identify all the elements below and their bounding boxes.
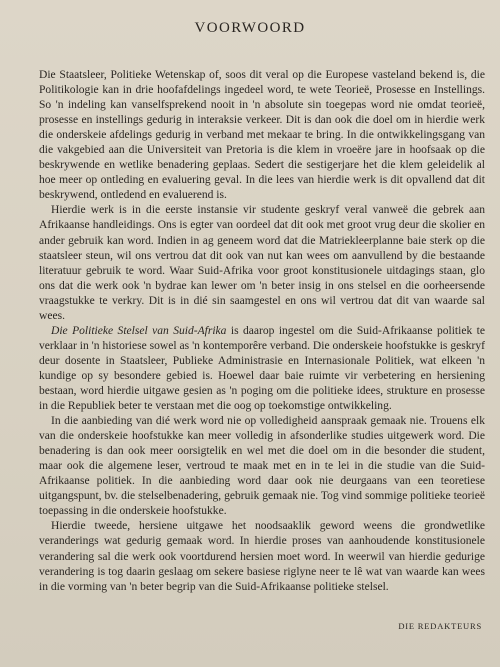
paragraph-4: In die aanbieding van dié werk word nie op volledigheid aanspraak gemaak nie. Trouens elk van die onderskeie hoofstukke kan meer volledig in afsonderlike studies uitgewerk word. Die benadering is dan ook meer oorsigtelik en wel met die doel om in die besonder die student, maar ook die algemene leser, vertroud te maak met en in te lei in die studie van die Suid-Afrikaanse politiek. In die aanbieding word daar ook nie deurgaans van een teoretiese uitgangspunt, bv. die stelselbenadering, gebruik gemaak nie. Tog vind sommige politieke teorieë toepassing in die onderskeie hoofstukke.	[39, 415, 485, 518]
paragraph-1: Die Staatsleer, Politieke Wetenskap of, soos dit veral op die Europese vasteland bekend is, die Politikologie kan in drie hoofafdelings ingedeel word, te wete Teorieë, Prosesse en Instellings. So 'n indeling kan vanselfsprekend nooit in 'n absolute sin toegepas word nie omdat teorieë, prosesse en instellings gedurig in interaksie verkeer. Dit is dan ook die doel om in hierdie werk die onderskeie afdelings gedurig in verband met mekaar te bring. In die ontwikkelingsgang van die vakgebied aan die Universiteit van Pretoria is die klem in vroeëre jare in hoofsaak op die beskrywende en wetlike benadering geplaas. Sedert die sestigerjare het die klem geleidelik al hoe meer op ontleding en evaluering geval. In die lees van hierdie werk is dit opvallend dat dit beskrywend, ontledend en evaluerend is.	[39, 69, 485, 202]
paragraph-3-text: is daarop ingestel om die Suid-Afrikaanse politiek te verklaar in 'n historiese sowel as 'n kontemporêre verband. Die onderskeie hoofstukke is geskryf deur dosente in Staatsleer, Publieke Administrasie en Internasionale Politiek, wat elkeen 'n kundige op sy besondere gebied is. Hoewel daar baie ruimte vir verbetering en hersiening bestaan, word hierdie uitgawe gesien as 'n poging om die politieke idees, strukture en prosesse in die Republiek beter te verstaan met die oog op toekomstige ontwikkeling.	[39, 324, 485, 413]
foreword-body	[39, 68, 485, 595]
paragraph-3	[39, 324, 485, 414]
paragraph-2: Hierdie werk is in die eerste instansie vir studente geskryf veral vanweë die gebrek aan Afrikaanse handleidings. Ons is egter van oordeel dat dit ook met groot vrug deur die skolier en ander gebruik kan word. Indien in ag geneem word dat die Matriekleerplanne baie sterk op die staatsleer steun, wil ons vertrou dat dit ook van nut kan wees om aanvullend by die bestaande literatuur gebruik te word. Waar Suid-Afrika voor groot konstitusionele uitdagings staan, glo ons dat die werk ook 'n bydrae kan lewer om 'n beter insig in ons stelsel en die oorheersende vraagstukke te verkry. Dit is in dié sin saamgestel en ons wil vertrou dat dit van waarde sal wees.	[39, 204, 485, 322]
book-title-italic: Die Politieke Stelsel van Suid-Afrika	[51, 324, 227, 337]
page-heading: VOORWOORD	[194, 20, 306, 36]
editors-signature: DIE REDAKTEURS	[398, 621, 482, 631]
paragraph-5: Hierdie tweede, hersiene uitgawe het noodsaaklik geword weens die grondwetlike veranderings wat gedurig gemaak word. In hierdie proses van aanhoudende konstitusionele verandering sal die werk ook voortdurend hersien moet word. In weerwil van hierdie gedurige verandering is tog daarin geslaag om sekere basiese riglyne neer te lê wat van waarde kan wees in die vorming van 'n beter begrip van die Suid-Afrikaanse politieke stelsel.	[39, 520, 485, 593]
